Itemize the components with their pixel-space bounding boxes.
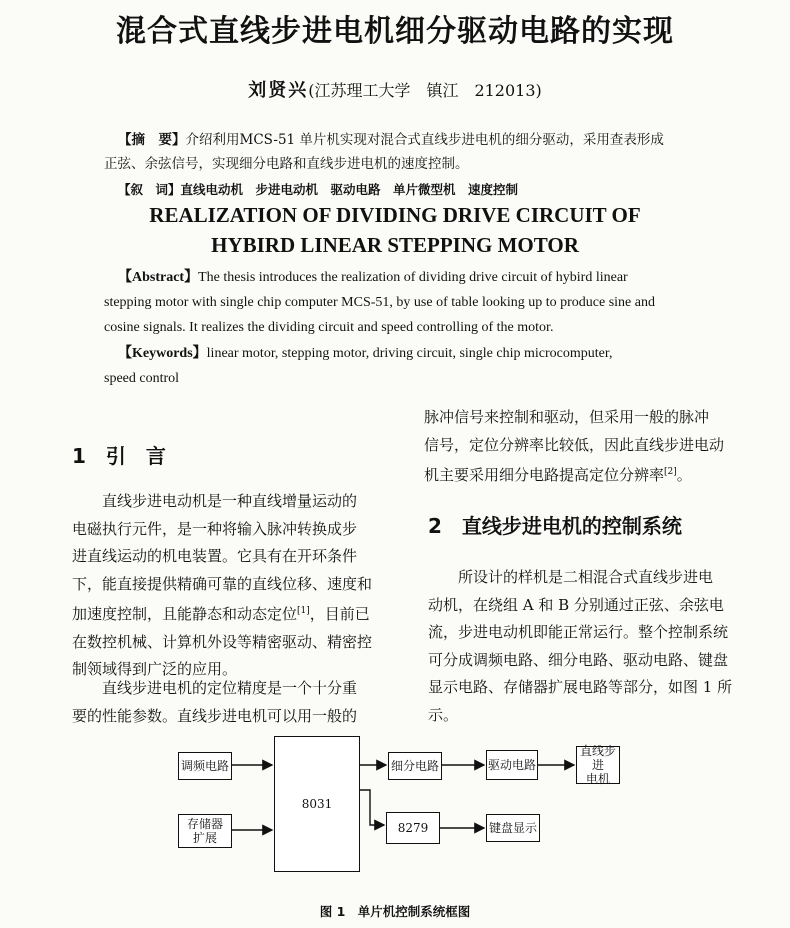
s1-p1-line: 进直线运动的机电装置。它具有在开环条件 [72,547,358,565]
keywords-en-line-2: speed control [104,371,180,386]
motor-label-1: 直线步进 [579,744,616,772]
abstract-en-label: 【Abstract】 [118,270,199,285]
memory-expansion-block [178,814,232,848]
abstract-en-line-1: The thesis introduces the realization of dividing drive circuit of hybird linear [198,270,628,285]
abstract-cn [104,128,744,176]
s2-line: 可分成调频电路、细分电路、驱动电路、键盘 [428,650,729,669]
s1-p1-line: 在数控机械、计算机外设等精密驱动、精密控 [72,632,373,651]
right-column-continuation [424,404,754,490]
s1-p2-line: 直线步进电机的定位精度是一个十分重 [102,679,358,697]
citation-2: [2] [664,467,677,477]
abstract-en [104,265,740,340]
s1-p1-line-cite [72,598,400,629]
english-title-line-1: REALIZATION OF DIVIDING DRIVE CIRCUIT OF [149,203,641,227]
memory-expansion-label-2: 扩展 [192,831,217,845]
keywords-en-line-1: linear motor, stepping motor, driving circuit, single chip microcomputer, [206,346,613,361]
s1-p1-line: 电磁执行元件，是一种将输入脉冲转换成步 [72,519,358,538]
block-diagram [170,730,620,890]
keywords-cn-text: 直线电动机 步进电动机 驱动电路 单片微型机 速度控制 [180,182,519,197]
abstract-en-line-2: stepping motor with single chip computer MCS-51, by use of table looking up to produce sine and [104,295,655,310]
section-2-paragraph [428,564,756,729]
s2-line: 流，步进电动机即能正常运行。整个控制系统 [428,623,729,641]
figure-caption: 图 1 单片机控制系统框图 [319,904,471,919]
s1-p1-line: 制领域得到广泛的应用。 [72,660,238,678]
author-name: 刘贤兴 [248,80,309,101]
s1-p1-line: 加速度控制，且能静态和动态定位 [72,605,298,623]
keywords-en [104,341,740,391]
abstract-cn-text-1: 介绍利用MCS-51 单片机实现对混合式直线步进电机的细分驱动，采用查表形成 [185,132,664,148]
s2-line: 示。 [428,705,459,724]
section-1-paragraph-1 [72,488,400,684]
rc-line: 信号，定位分辨率比较低，因此直线步进电动 [424,435,725,454]
s2-line: 所设计的样机是二相混合式直线步进电 [458,568,714,586]
keywords-en-label: 【Keywords】 [118,346,207,361]
author-line [0,76,790,102]
abstract-en-line-3: cosine signals. It realizes the dividing circuit and speed controlling of the motor. [104,320,554,335]
paper-title: 混合式直线步进电机细分驱动电路的实现 [116,14,674,49]
section-2-heading: 2 直线步进电机的控制系统 [428,514,682,538]
freq-circuit-block: 调频电路 [178,752,232,780]
keyboard-display-block: 键盘显示 [486,814,540,842]
s2-line: 显示电路、存储器扩展电路等部分，如图 1 所 [428,678,733,696]
chip-8279-block: 8279 [386,812,440,844]
keywords-cn [118,180,518,198]
keywords-cn-label: 【叙 词】 [118,182,181,197]
drive-circuit-block: 驱动电路 [486,750,538,780]
citation-1: [1] [297,606,310,616]
author-affiliation: (江苏理工大学 镇江 212013) [308,81,542,100]
english-title-line-2: HYBIRD LINEAR STEPPING MOTOR [211,233,579,257]
s1-p1-line: 直线步进电动机是一种直线增量运动的 [102,492,358,510]
linear-stepper-motor-block [576,746,620,784]
s1-p1-line-tail: ，目前已 [309,605,370,623]
rc-line: 机主要采用细分电路提高定位分辨率 [424,466,665,484]
abstract-cn-text-2: 正弦、余弦信号，实现细分电路和直线步进电机的速度控制。 [104,156,469,172]
s1-p1-line: 下，能直接提供精确可靠的直线位移、速度和 [72,574,373,593]
section-1-heading: 1 引 言 [72,444,166,468]
abstract-cn-label: 【摘 要】 [118,132,186,148]
cpu-8031-block: 8031 [274,736,360,872]
rc-line-tail: 。 [676,466,692,484]
section-1-paragraph-2 [72,675,400,730]
rc-line: 脉冲信号来控制和驱动，但采用一般的脉冲 [424,408,710,426]
subdivision-circuit-block: 细分电路 [388,752,442,780]
s2-line: 动机，在绕组 A 和 B 分别通过正弦、余弦电 [428,595,724,614]
s1-p2-line: 要的性能参数。直线步进电机可以用一般的 [72,706,358,725]
motor-label-2: 电机 [585,772,610,786]
memory-expansion-label-1: 存储器 [186,817,223,831]
